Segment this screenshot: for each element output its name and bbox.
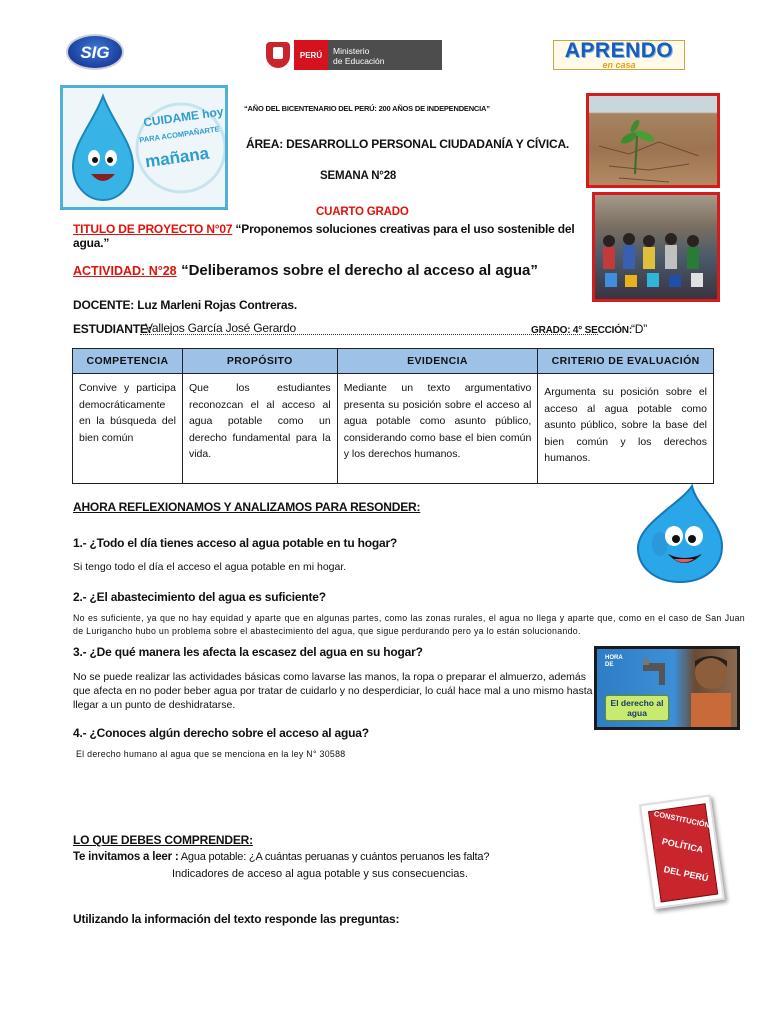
poster-line3: mañana xyxy=(143,143,211,172)
area-title: ÁREA: DESARROLLO PERSONAL CIUDADANÍA Y CÍVICA. xyxy=(246,137,570,151)
smiling-water-drop-image xyxy=(630,484,730,584)
table-header-criterio: CRITERIO DE EVALUACIÓN xyxy=(538,349,714,374)
dry-land-plant-image xyxy=(586,93,720,188)
minedu-name-line2: de Educación xyxy=(333,56,385,66)
table-cell-proposito: Que los estudiantes reconozcan el al acceso al agua potable como un derecho fundamental para la vida. xyxy=(182,374,337,484)
activity-title: “Deliberamos sobre el derecho al acceso al agua” xyxy=(181,262,538,279)
answer-3[interactable]: No se puede realizar las actividades básicas como lavarse las manos, la ropa o preparar el almuerzo, además que afecta en no poder beber agua por tratar de cuidarlo y no desperdiciar, lo cuál hace mal a uno mismo hasta llegar a un punto de deshidratarse. xyxy=(73,671,593,711)
teacher-name: DOCENTE: Luz Marleni Rojas Contreras. xyxy=(73,298,297,312)
derecho-tag-line2: DE xyxy=(605,662,614,668)
minedu-name xyxy=(328,40,442,70)
answer-1[interactable]: Si tengo todo el día el acceso el agua potable en mi hogar. xyxy=(73,561,347,573)
competency-table xyxy=(72,348,714,484)
derecho-tag-line1: HORA xyxy=(605,655,623,661)
table-cell-competencia: Convive y participa democráticamente en la búsqueda del bien común xyxy=(73,374,183,484)
aprendo-en-casa-logo xyxy=(553,40,685,70)
table-header-competencia: COMPETENCIA xyxy=(73,349,183,374)
project-title-text: “Proponemos soluciones creativas para el uso sostenible del agua.” xyxy=(73,222,575,250)
section-value[interactable]: “D” xyxy=(631,322,648,336)
poster-line1: CUIDAME hoy xyxy=(142,104,225,130)
table-header-evidencia: EVIDENCIA xyxy=(337,349,538,374)
grado-title: CUARTO GRADO xyxy=(316,206,409,218)
crowd-icon xyxy=(595,195,717,299)
aprendo-sub-text: en casa xyxy=(602,60,636,70)
question-4: 4.- ¿Conoces algún derecho sobre el acceso al agua? xyxy=(73,726,369,740)
plant-sprout-icon xyxy=(589,96,717,185)
answer-4[interactable]: El derecho humano al agua que se menciona en la ley N° 30588 xyxy=(76,749,346,759)
derecho-tag xyxy=(605,655,623,669)
indicators-reading-title: Indicadores de acceso al agua potable y sus consecuencias. xyxy=(172,868,468,880)
instructions-line: Utilizando la información del texto responde las preguntas: xyxy=(73,912,400,926)
table-cell-criterio: Argumenta su posición sobre el acceso al agua potable como asunto público, sobre la base del bien común y los derechos humanos. xyxy=(538,374,714,484)
invitation-reading-title: Agua potable: ¿A cuántas peruanas y cuántos peruanos les falta? xyxy=(178,851,490,863)
aprendo-main-text: APRENDO xyxy=(564,39,674,62)
reflection-title: AHORA REFLEXIONAMOS Y ANALIZAMOS PARA RESONDER: xyxy=(73,500,421,514)
activity-label: ACTIVIDAD: N°28 xyxy=(73,264,177,278)
table-cell-evidencia: Mediante un texto argumentativo presenta su posición sobre el acceso al agua potable como asunto público, considerando como base el bien común y los derechos humanos. xyxy=(337,374,538,484)
invitation-line xyxy=(73,851,633,863)
project-title-line xyxy=(73,222,593,250)
minedu-logo xyxy=(266,40,442,70)
table-header-proposito: PROPÓSITO xyxy=(182,349,337,374)
project-title-label: TITULO DE PROYECTO N°07 xyxy=(73,222,233,236)
faucet-icon xyxy=(637,657,677,697)
table-row xyxy=(73,374,714,484)
table-header-row xyxy=(73,349,714,374)
minedu-name-line1: Ministerio xyxy=(333,46,370,56)
book-line3: DEL PERÚ xyxy=(662,864,710,884)
derecho-al-agua-image xyxy=(594,646,740,730)
minedu-country: PERÚ xyxy=(294,40,328,70)
people-with-water-buckets-image xyxy=(592,192,720,302)
poster-line2: PARA ACOMPAÑARTE xyxy=(138,124,221,145)
student-label: ESTUDIANTE: xyxy=(73,322,152,336)
sig-logo-text: SIG xyxy=(80,43,110,62)
activity-line xyxy=(73,262,538,280)
peru-shield-icon xyxy=(266,42,290,68)
year-motto: “AÑO DEL BICENTENARIO DEL PERÚ: 200 AÑOS DE INDEPENDENCIA” xyxy=(244,104,490,113)
derecho-caption: El derecho al agua xyxy=(605,695,669,721)
student-name-field[interactable]: Vallejos García José Gerardo xyxy=(145,321,296,335)
child-drinking-icon xyxy=(681,651,737,729)
semana-label: SEMANA N°28 xyxy=(320,170,397,182)
sig-logo xyxy=(66,34,124,70)
book-line1: CONSTITUCIÓN xyxy=(653,809,711,830)
comprender-title: LO QUE DEBES COMPRENDER: xyxy=(73,833,253,847)
grade-section-label: GRADO: 4° SECCIÓN: xyxy=(531,325,632,336)
invitation-label: Te invitamos a leer : xyxy=(73,851,179,863)
answer-2[interactable]: No es suficiente, ya que no hay equidad y aparte que en algunas partes, como las zonas rurales, el agua no llega y aparte que, como en el caso de San Juan de Lurigancho hubo un problema sobre el abastecimiento del agua, que sigue perdurando pero ya lo están solucionando. xyxy=(73,613,745,636)
book-cover xyxy=(639,795,725,910)
book-line2: POLÍTICA xyxy=(660,836,705,855)
constitucion-politica-book-image xyxy=(638,795,724,913)
question-3: 3.- ¿De qué manera les afecta la escasez del agua en su hogar? xyxy=(73,645,423,659)
question-2: 2.- ¿El abastecimiento del agua es suficiente? xyxy=(73,590,326,604)
water-drop-poster-image xyxy=(60,85,228,210)
smiling-drop-icon xyxy=(630,484,730,584)
question-1: 1.- ¿Todo el día tienes acceso al agua potable en tu hogar? xyxy=(73,536,398,550)
student-line xyxy=(73,322,713,336)
